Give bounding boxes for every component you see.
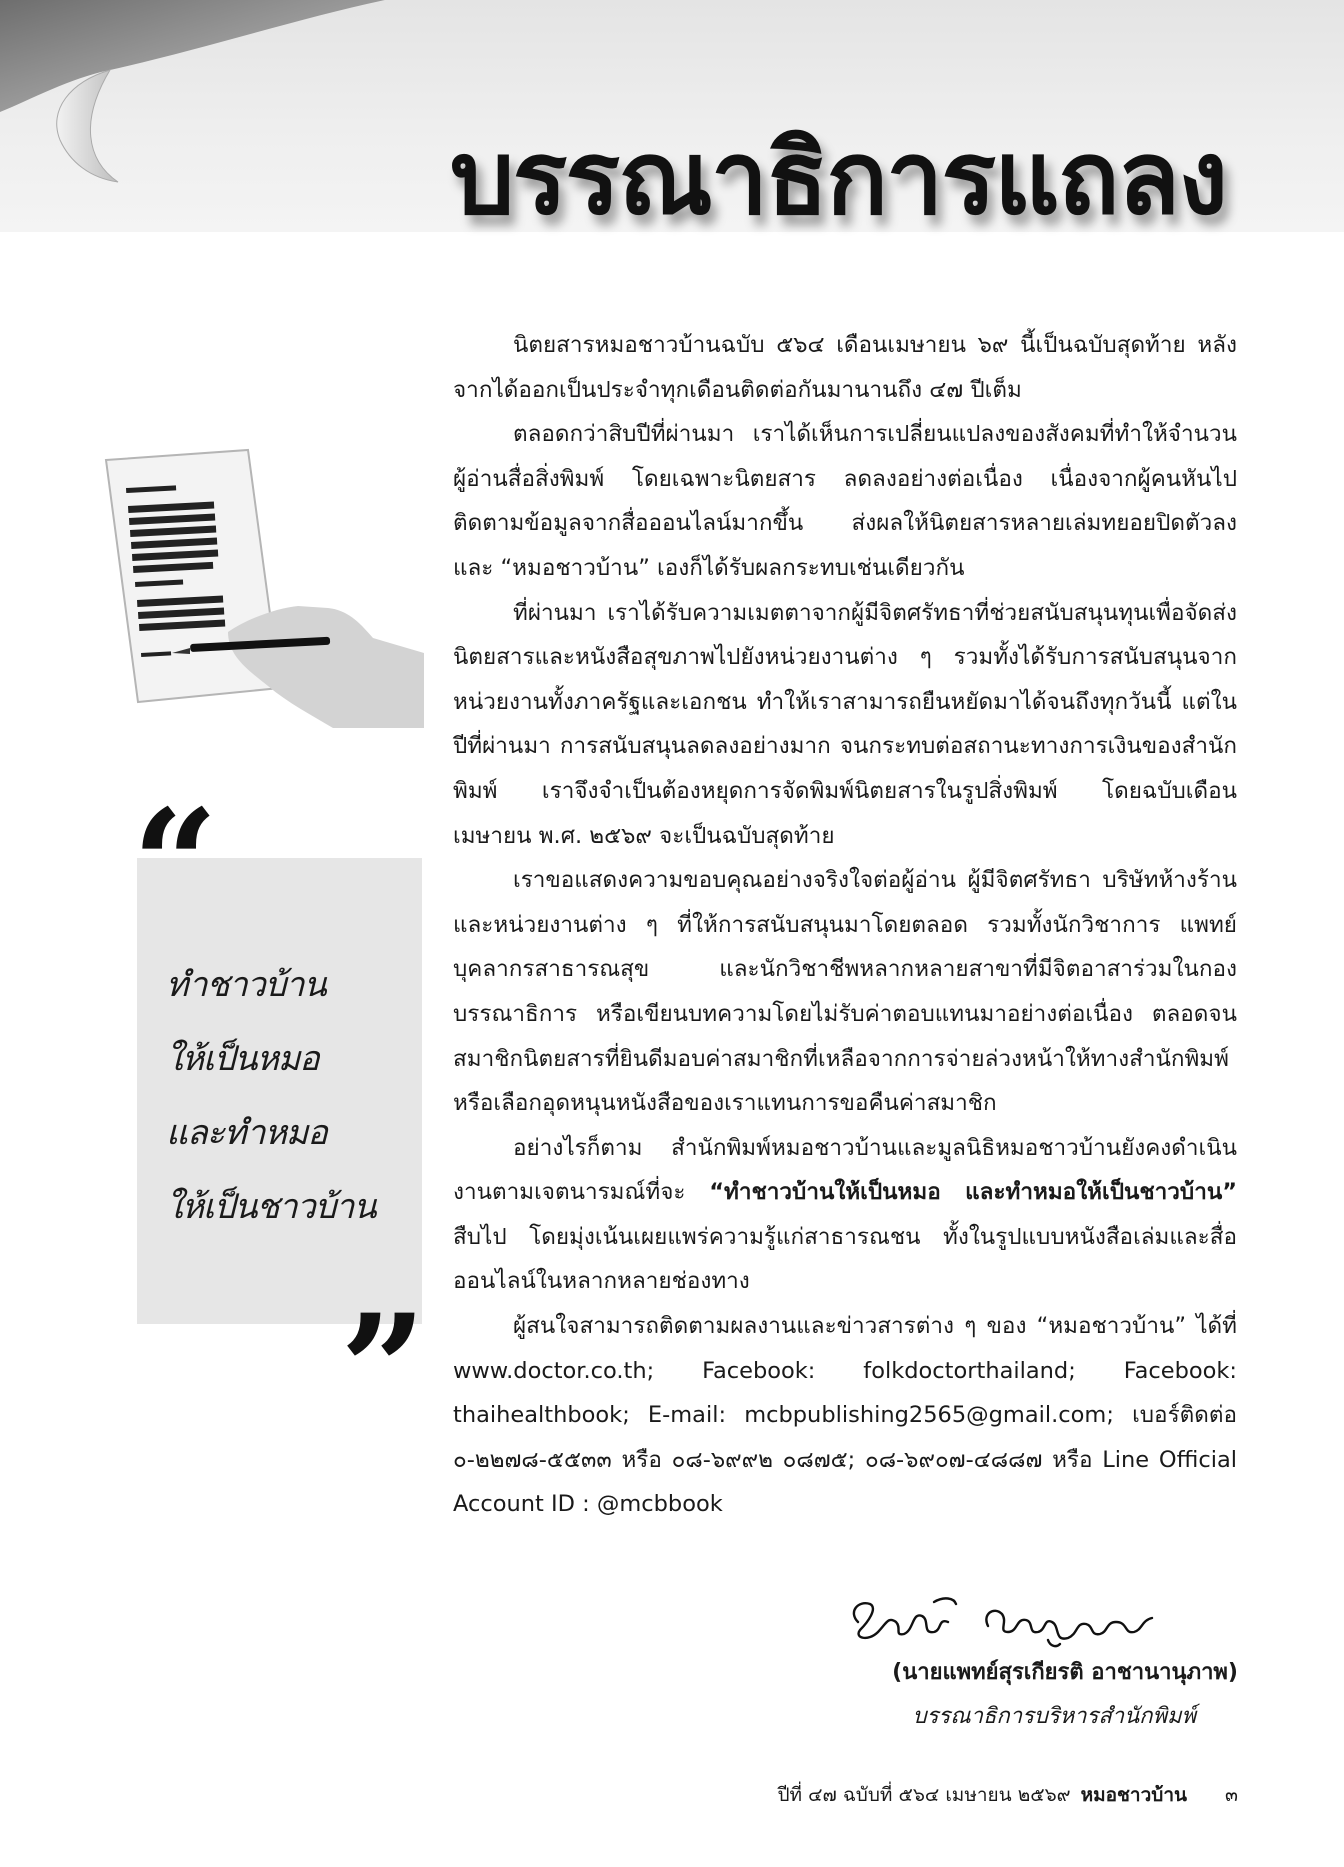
- close-quote-mark-icon: ”: [340, 1282, 427, 1458]
- pull-quote-line: ให้เป็นหมอ: [166, 1039, 319, 1079]
- paragraph: นิตยสารหมอชาวบ้านฉบับ ๕๖๔ เดือนเมษายน ๖๙ นี้เป็นฉบับสุดท้าย หลังจากได้ออกเป็นประจำทุกเดือนติดต่อกันมานานถึง ๔๗ ปีเต็ม: [453, 332, 1237, 403]
- pull-quote: [166, 948, 416, 1244]
- text-run: สืบไป โดยมุ่งเน้นเผยแพร่ความรู้แก่สาธารณชน ทั้งในรูปแบบหนังสือเล่มและสื่อออนไลน์ในหลากหลายช่องทาง: [453, 1223, 1237, 1295]
- pull-quote-line: ให้เป็นชาวบ้าน: [166, 1187, 376, 1227]
- signatory-role: บรรณาธิการบริหารสำนักพิมพ์: [912, 1704, 1196, 1729]
- page-footer: [778, 1780, 1239, 1810]
- paragraph: เราขอแสดงความขอบคุณอย่างจริงใจต่อผู้อ่าน ผู้มีจิตศรัทธา บริษัทห้างร้าน และหน่วยงานต่าง ๆ ที่ให้การสนับสนุนมาโดยตลอด รวมทั้งนักวิชาการ แพทย์ บุคลากรสาธารณสุข และนักวิชาชีพหลากหลายสาขาที่มีจิตอาสาร่วมในกองบรรณาธิการ หรือเขียนบทความโดยไม่รับค่าตอบแทนมาอย่างต่อเนื่อง ตลอดจนสมาชิกนิตยสารที่ยินดีมอบค่าสมาชิกที่เหลือจากการจ่ายล่วงหน้าให้ทางสำนักพิมพ์ หรือเลือกอุดหนุนหนังสือของเราแทนการขอคืนค่าสมาชิก: [453, 867, 1237, 1117]
- paragraph: ที่ผ่านมา เราได้รับความเมตตาจากผู้มีจิตศรัทธาที่ช่วยสนับสนุนทุนเพื่อจัดส่งนิตยสารและหนังสือสุขภาพไปยังหน่วยงานต่าง ๆ รวมทั้งได้รับการสนับสนุนจากหน่วยงานทั้งภาครัฐและเอกชน ทำให้เราสามารถยืนหยัดมาได้จนถึงทุกวันนี้ แต่ในปีที่ผ่านมา การสนับสนุนลดลงอย่างมาก จนกระทบต่อสถานะทางการเงินของสำนักพิมพ์ เราจึงจำเป็นต้องหยุดการจัดพิมพ์นิตยสารในรูปสิ่งพิมพ์ โดยฉบับเดือนเมษายน พ.ศ. ๒๕๖๙ จะเป็นฉบับสุดท้าย: [453, 599, 1237, 849]
- page-number: ๓: [1225, 1784, 1238, 1806]
- signatory-name: (นายแพทย์สุรเกียรติ อาชานานุภาพ): [892, 1660, 1238, 1685]
- pull-quote-line: ทำชาวบ้าน: [166, 965, 326, 1005]
- paragraph: ผู้สนใจสามารถติดตามผลงานและข่าวสารต่าง ๆ ของ “หมอชาวบ้าน” ได้ที่ www.doctor.co.th; Facebook: folkdoctorthailand; Facebook: thaihealthbook; E-mail: mcbpublishing2565@gmail.com; เบอร์ติดต่อ ๐-๒๒๗๘-๕๕๓๓ หรือ ๐๘-๖๙๙๒ ๐๘๗๕; ๐๘-๖๙๐๗-๔๘๘๗ หรือ Line Official Account ID : @mcbbook: [453, 1313, 1237, 1518]
- page-curl-decoration: [0, 0, 400, 232]
- text-run: อย่างไรก็ตาม สำนักพิมพ์หมอชาวบ้านและมูลนิธิหมอชาวบ้านยังคงดำเนินงานตามเจตนารมณ์ที่จะ: [453, 1134, 1237, 1206]
- paragraph: [453, 1126, 1237, 1304]
- issue-info: ปีที่ ๔๗ ฉบับที่ ๕๖๔ เมษายน ๒๕๖๙: [777, 1784, 1071, 1806]
- handwritten-signature: [838, 1582, 1238, 1652]
- editorial-body: [453, 323, 1237, 1527]
- magazine-name: หมอชาวบ้าน: [1080, 1784, 1187, 1806]
- motto-emphasis: “ทำชาวบ้านให้เป็นหมอ และทำหมอให้เป็นชาวบ้าน”: [709, 1179, 1237, 1206]
- pull-quote-line: และทำหมอ: [166, 1113, 327, 1153]
- page-title: บรรณาธิการแถลง: [449, 119, 1226, 238]
- paragraph: ตลอดกว่าสิบปีที่ผ่านมา เราได้เห็นการเปลี่ยนแปลงของสังคมที่ทำให้จำนวนผู้อ่านสื่อสิ่งพิมพ์ โดยเฉพาะนิตยสาร ลดลงอย่างต่อเนื่อง เนื่องจากผู้คนหันไปติดตามข้อมูลจากสื่อออนไลน์มากขึ้น ส่งผลให้นิตยสารหลายเล่มทยอยปิดตัวลง และ “หมอชาวบ้าน” เองก็ได้รับผลกระทบเช่นเดียวกัน: [453, 421, 1237, 581]
- open-quote-mark-icon: “: [132, 777, 219, 953]
- document-signing-illustration: [98, 448, 424, 728]
